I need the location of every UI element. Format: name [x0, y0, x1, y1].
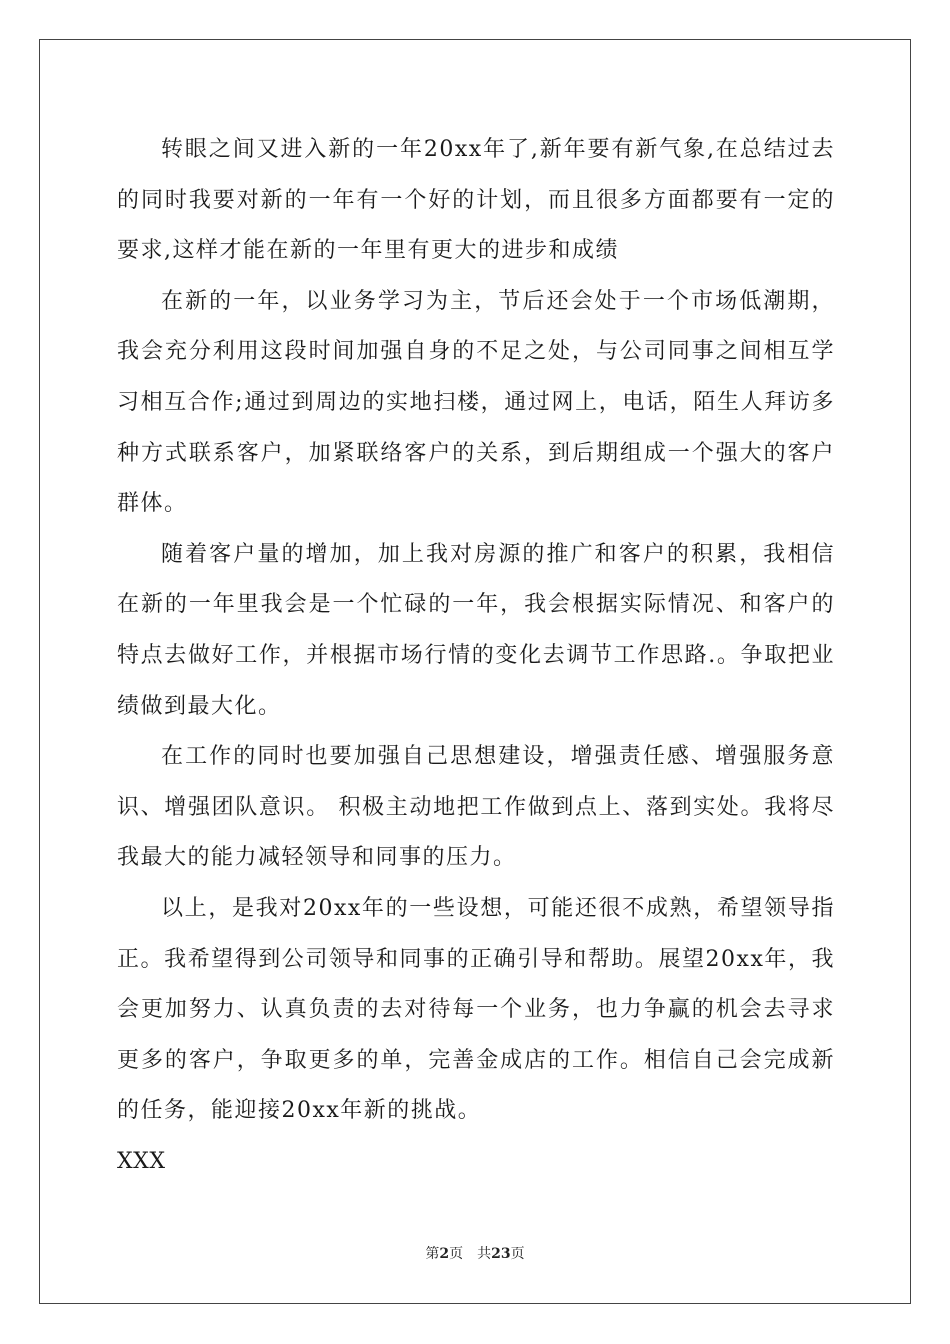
page-footer	[0, 1244, 950, 1264]
page-current: 2	[439, 1246, 450, 1262]
document-body	[117, 125, 835, 1187]
paragraph-3: 随着客户量的增加，加上我对房源的推广和客户的积累，我相信在新的一年里我会是一个忙碌的一年，我会根据实际情况、和客户的特点去做好工作，并根据市场行情的变化去调节工作思路.。争取把业绩做到最大化。	[117, 541, 835, 719]
page-suffix: 页	[449, 1246, 464, 1262]
paragraph-4: 在工作的同时也要加强自己思想建设，增强责任感、增强服务意识、增强团队意识。 积极主动地把工作做到点上、落到实处。我将尽我最大的能力减轻领导和同事的压力。	[117, 744, 835, 871]
page-total: 23	[491, 1246, 511, 1262]
signature: XXX	[117, 1148, 166, 1174]
paragraph-5: 以上，是我对20xx年的一些设想，可能还很不成熟，希望领导指正。我希望得到公司领导和同事的正确引导和帮助。展望20xx年，我会更加努力、认真负责的去对待每一个业务，也力争赢的机会去寻求更多的客户，争取更多的单，完善金成店的工作。相信自己会完成新的任务，能迎接20xx年新的挑战。	[117, 895, 835, 1124]
page-prefix: 第	[425, 1246, 440, 1262]
paragraph-1: 转眼之间又进入新的一年20xx年了,新年要有新气象,在总结过去的同时我要对新的一年有一个好的计划，而且很多方面都要有一定的要求,这样才能在新的一年里有更大的进步和成绩	[117, 137, 835, 264]
paragraph-2: 在新的一年，以业务学习为主，节后还会处于一个市场低潮期，我会充分利用这段时间加强自身的不足之处，与公司同事之间相互学习相互合作;通过到周边的实地扫楼，通过网上，电话，陌生人拜访多种方式联系客户，加紧联络客户的关系，到后期组成一个强大的客户群体。	[117, 288, 835, 517]
total-prefix: 共	[477, 1246, 492, 1262]
total-suffix: 页	[510, 1246, 525, 1262]
